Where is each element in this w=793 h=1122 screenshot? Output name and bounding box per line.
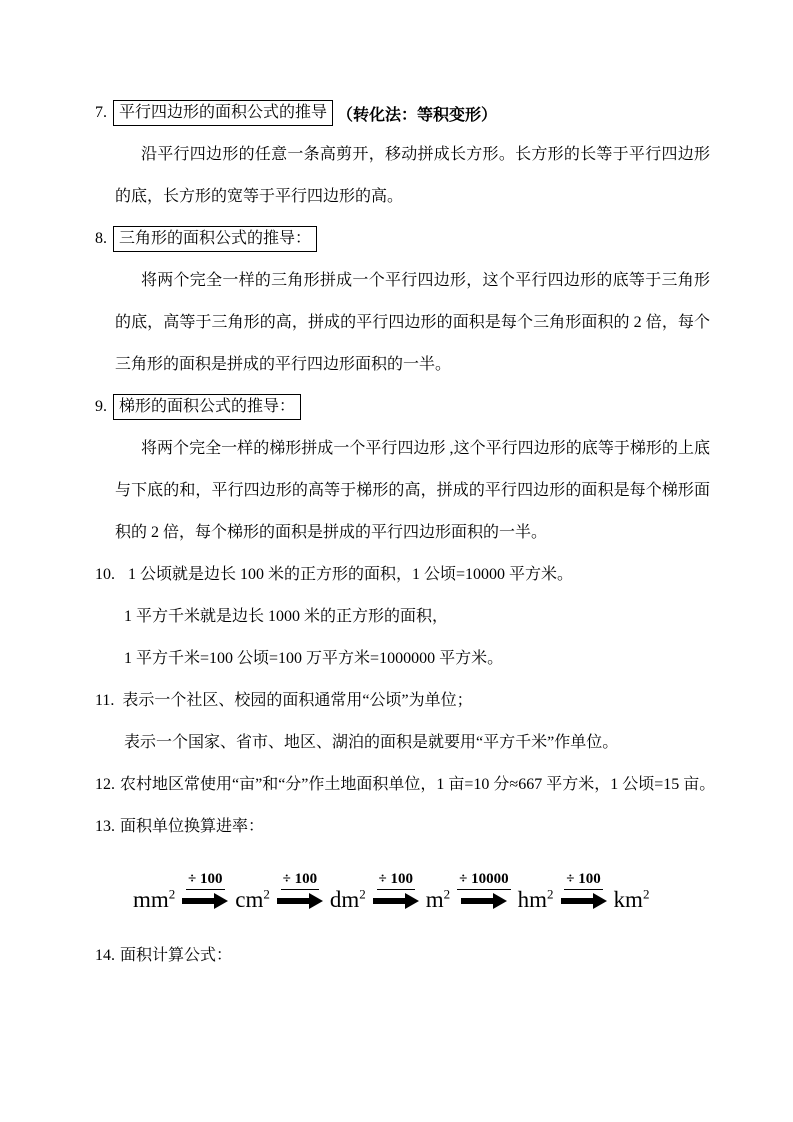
item-7-heading xyxy=(95,92,710,134)
item-12-number: 12. xyxy=(95,776,115,793)
item-10-text-1: 1 公顷就是边长 100 米的正方形的面积，1 公顷=10000 平方米。 xyxy=(128,566,574,583)
item-10-line-2: 1 平方千米就是边长 1000 米的正方形的面积， xyxy=(124,608,449,625)
item-7-number: 7. xyxy=(95,104,107,121)
item-8-number: 8. xyxy=(95,230,107,247)
conversion-factor-1: ÷ 100 xyxy=(186,870,224,890)
unit-mm2-sup: 2 xyxy=(168,886,176,902)
conversion-step-2 xyxy=(277,870,323,909)
conversion-step-5 xyxy=(561,870,607,909)
conversion-factor-2: ÷ 100 xyxy=(281,870,319,890)
conversion-step-3 xyxy=(373,870,419,909)
item-11-line-1 xyxy=(95,680,710,722)
item-7-paragraph: 沿平行四边形的任意一条高剪开，移动拼成长方形。长方形的长等于平行四边形的底，长方形的宽等于平行四边形的高。 xyxy=(115,146,710,205)
unit-mm2-label: mm xyxy=(133,887,169,912)
unit-hm2-label: hm xyxy=(517,887,548,912)
unit-km2-label: km xyxy=(613,887,643,912)
unit-conversion-diagram xyxy=(133,870,710,913)
item-8-heading xyxy=(95,218,710,260)
unit-dm2-label: dm xyxy=(329,887,360,912)
unit-cm2 xyxy=(235,888,270,913)
unit-hm2 xyxy=(518,888,554,913)
right-arrow-icon xyxy=(182,893,228,909)
unit-cm2-sup: 2 xyxy=(263,886,270,902)
item-9-number: 9. xyxy=(95,398,107,415)
item-10-line-1 xyxy=(95,554,710,596)
right-arrow-icon xyxy=(461,893,507,909)
item-9-boxed-title: 梯形的面积公式的推导： xyxy=(113,394,301,421)
item-9-paragraph: 将两个完全一样的梯形拼成一个平行四边形 ,这个平行四边形的底等于梯形的上底与下底的和，平行四边形的高等于梯形的高，拼成的平行四边形的面积是每个梯形面积的 2 倍，每个梯形的面积是拼成的平行四边形面积的一半。 xyxy=(115,440,710,541)
item-13-number: 13. xyxy=(95,818,115,835)
item-11-text-1: 表示一个社区、校园的面积通常用“公顷”为单位； xyxy=(122,692,473,709)
unit-cm2-label: cm xyxy=(235,887,264,912)
conversion-factor-5: ÷ 100 xyxy=(564,870,602,890)
item-12-line xyxy=(95,764,716,806)
item-11-number: 11. xyxy=(95,692,115,709)
right-arrow-icon xyxy=(277,893,323,909)
item-10-line-3: 1 平方千米=100 公顷=100 万平方米=1000000 平方米。 xyxy=(124,650,504,667)
unit-mm2 xyxy=(133,888,175,913)
item-8-boxed-title: 三角形的面积公式的推导： xyxy=(113,226,317,253)
item-11-line-2: 表示一个国家、省市、地区、湖泊的面积是就要用“平方千米”作单位。 xyxy=(124,734,619,751)
unit-km2 xyxy=(614,888,650,913)
conversion-factor-3: ÷ 100 xyxy=(377,870,415,890)
right-arrow-icon xyxy=(561,893,607,909)
conversion-factor-4: ÷ 10000 xyxy=(457,870,510,890)
unit-m2-label: m xyxy=(425,887,444,912)
item-14-line xyxy=(95,935,710,977)
unit-hm2-sup: 2 xyxy=(547,886,554,902)
item-13-text: 面积单位换算进率： xyxy=(120,818,265,835)
item-14-number: 14. xyxy=(95,947,115,964)
item-9-heading xyxy=(95,386,710,428)
item-7-method-note: （转化法：等积变形） xyxy=(337,106,498,124)
unit-m2-sup: 2 xyxy=(443,886,451,902)
unit-dm2-sup: 2 xyxy=(359,886,366,902)
item-8-paragraph: 将两个完全一样的三角形拼成一个平行四边形，这个平行四边形的底等于三角形的底，高等于三角形的高，拼成的平行四边形的面积是每个三角形面积的 2 倍，每个三角形的面积是拼成的平行四边形面积的一半。 xyxy=(115,272,710,373)
right-arrow-icon xyxy=(373,893,419,909)
unit-km2-sup: 2 xyxy=(642,886,650,902)
conversion-step-4 xyxy=(457,870,510,909)
conversion-step-1 xyxy=(182,870,228,909)
item-12-text: 农村地区常使用“亩”和“分”作土地面积单位，1 亩=10 分≈667 平方米，1 公顷=15 亩。 xyxy=(120,776,716,793)
item-7-boxed-title: 平行四边形的面积公式的推导 xyxy=(113,100,333,127)
item-13-line xyxy=(95,806,710,848)
item-10-number: 10. xyxy=(95,566,115,583)
unit-m2 xyxy=(426,888,450,913)
item-14-text: 面积计算公式： xyxy=(120,947,233,964)
unit-dm2 xyxy=(330,888,366,913)
